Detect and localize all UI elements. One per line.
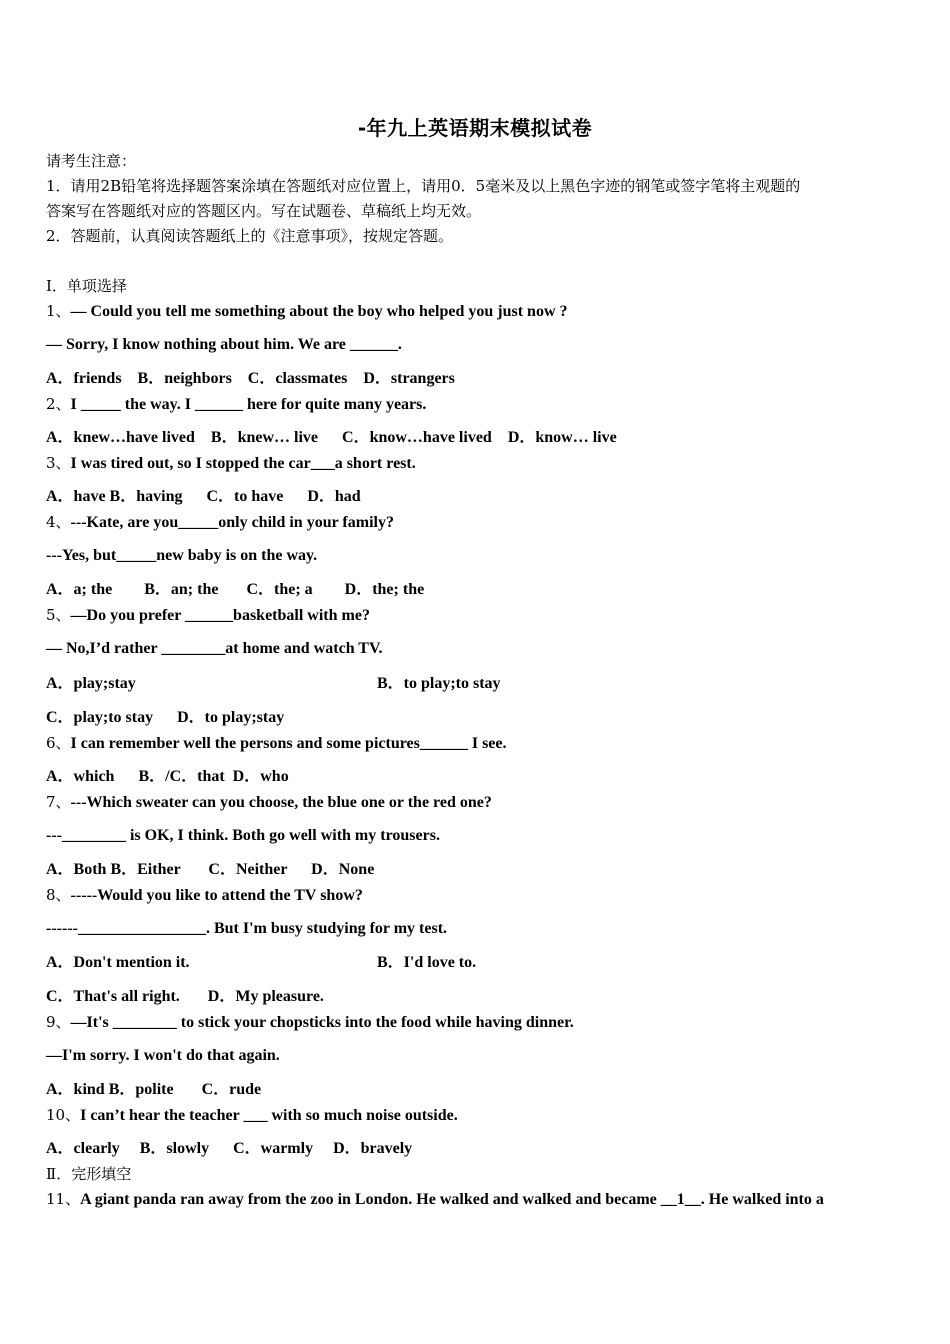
notice-item-1-cont: 答案写在答题纸对应的答题区内。写在试题卷、草稿纸上均无效。 bbox=[46, 202, 482, 220]
question-5-dialogue: — No,I’d rather ________at home and watch TV. bbox=[46, 640, 383, 657]
question-8-dialogue: ------________________. But I'm busy studying for my test. bbox=[46, 920, 448, 937]
question-1-options: A．friends B．neighbors C．classmates D．strangers bbox=[46, 370, 455, 387]
question-stem: I can remember well the persons and some pictures______ I see. bbox=[70, 735, 507, 752]
question-4-dialogue: ---Yes, but_____new baby is on the way. bbox=[46, 547, 318, 564]
question-4-options: A．a; the B．an; the C．the; a D．the; the bbox=[46, 581, 425, 598]
section-heading-single-choice: Ⅰ．单项选择 bbox=[46, 277, 127, 295]
question-8 bbox=[46, 884, 363, 907]
cloze-blank: __1__ bbox=[660, 1191, 701, 1208]
question-stem: -----Would you like to attend the TV show? bbox=[70, 887, 363, 904]
question-number: 2、 bbox=[46, 395, 71, 413]
question-10-options: A．clearly B．slowly C．warmly D．bravely bbox=[46, 1140, 413, 1157]
question-stem: I _____ the way. I ______ here for quite many years. bbox=[70, 396, 427, 413]
notice-item-2: 2．答题前，认真阅读答题纸上的《注意事项》，按规定答题。 bbox=[46, 227, 454, 245]
question-number: 6、 bbox=[46, 734, 71, 752]
question-number: 7、 bbox=[46, 793, 71, 811]
question-number: 4、 bbox=[46, 513, 71, 531]
question-9-dialogue: —I'm sorry. I won't do that again. bbox=[46, 1047, 280, 1064]
question-8-options-cd: C．That's all right. D．My pleasure. bbox=[46, 988, 324, 1005]
question-stem: I can’t hear the teacher ___ with so much noise outside. bbox=[80, 1107, 458, 1124]
question-8-option-b: B．I'd love to. bbox=[377, 954, 477, 971]
question-number: 3、 bbox=[46, 454, 71, 472]
question-9 bbox=[46, 1011, 574, 1034]
question-9-options: A．kind B．polite C．rude bbox=[46, 1081, 262, 1098]
question-stem: ---Which sweater can you choose, the blue one or the red one? bbox=[70, 794, 492, 811]
question-11 bbox=[46, 1188, 824, 1211]
question-number: 1、 bbox=[46, 302, 71, 320]
question-stem: —It's ________ to stick your chopsticks into the food while having dinner. bbox=[70, 1014, 574, 1031]
question-6-options: A．which B．/C．that D．who bbox=[46, 768, 289, 785]
question-number: 8、 bbox=[46, 886, 71, 904]
question-3-options: A．have B．having C．to have D．had bbox=[46, 488, 361, 505]
question-4 bbox=[46, 511, 394, 534]
question-6 bbox=[46, 732, 507, 755]
question-1-dialogue: — Sorry, I know nothing about him. We are ______. bbox=[46, 336, 402, 353]
question-stem: ---Kate, are you_____only child in your family? bbox=[70, 514, 394, 531]
section-heading-cloze: Ⅱ．完形填空 bbox=[46, 1165, 132, 1183]
page-title: -年九上英语期末模拟试卷 bbox=[357, 116, 593, 140]
question-5-option-a: A．play;stay bbox=[46, 675, 136, 692]
notice-heading: 请考生注意： bbox=[46, 152, 137, 170]
question-7-options: A．Both B．Either C．Neither D．None bbox=[46, 861, 375, 878]
question-3 bbox=[46, 452, 416, 475]
question-stem: I was tired out, so I stopped the car___a short rest. bbox=[70, 455, 416, 472]
question-8-option-a: A．Don't mention it. bbox=[46, 954, 190, 971]
question-number: 9、 bbox=[46, 1013, 71, 1031]
question-7 bbox=[46, 791, 492, 814]
question-5-options-cd: C．play;to stay D．to play;stay bbox=[46, 709, 285, 726]
question-1 bbox=[46, 300, 568, 323]
question-2 bbox=[46, 393, 426, 416]
notice-item-1: 1．请用2B铅笔将选择题答案涂填在答题纸对应位置上，请用0．5毫米及以上黑色字迹的钢笔或签字笔将主观题的 bbox=[46, 177, 801, 195]
question-stem: — Could you tell me something about the boy who helped you just now ? bbox=[70, 303, 568, 320]
question-5-option-b: B．to play;to stay bbox=[377, 675, 501, 692]
passage-text: A giant panda ran away from the zoo in London. He walked and walked and became bbox=[80, 1191, 661, 1208]
question-stem: —Do you prefer ______basketball with me? bbox=[70, 607, 370, 624]
question-10 bbox=[46, 1104, 458, 1127]
question-5 bbox=[46, 604, 370, 627]
question-number: 10、 bbox=[46, 1106, 81, 1124]
question-number: 11、 bbox=[46, 1190, 81, 1208]
question-7-dialogue: ---________ is OK, I think. Both go well with my trousers. bbox=[46, 827, 440, 844]
question-number: 5、 bbox=[46, 606, 71, 624]
passage-text-cont: . He walked into a bbox=[700, 1191, 824, 1208]
question-2-options: A．knew…have lived B．knew… live C．know…have lived D．know… live bbox=[46, 429, 617, 446]
